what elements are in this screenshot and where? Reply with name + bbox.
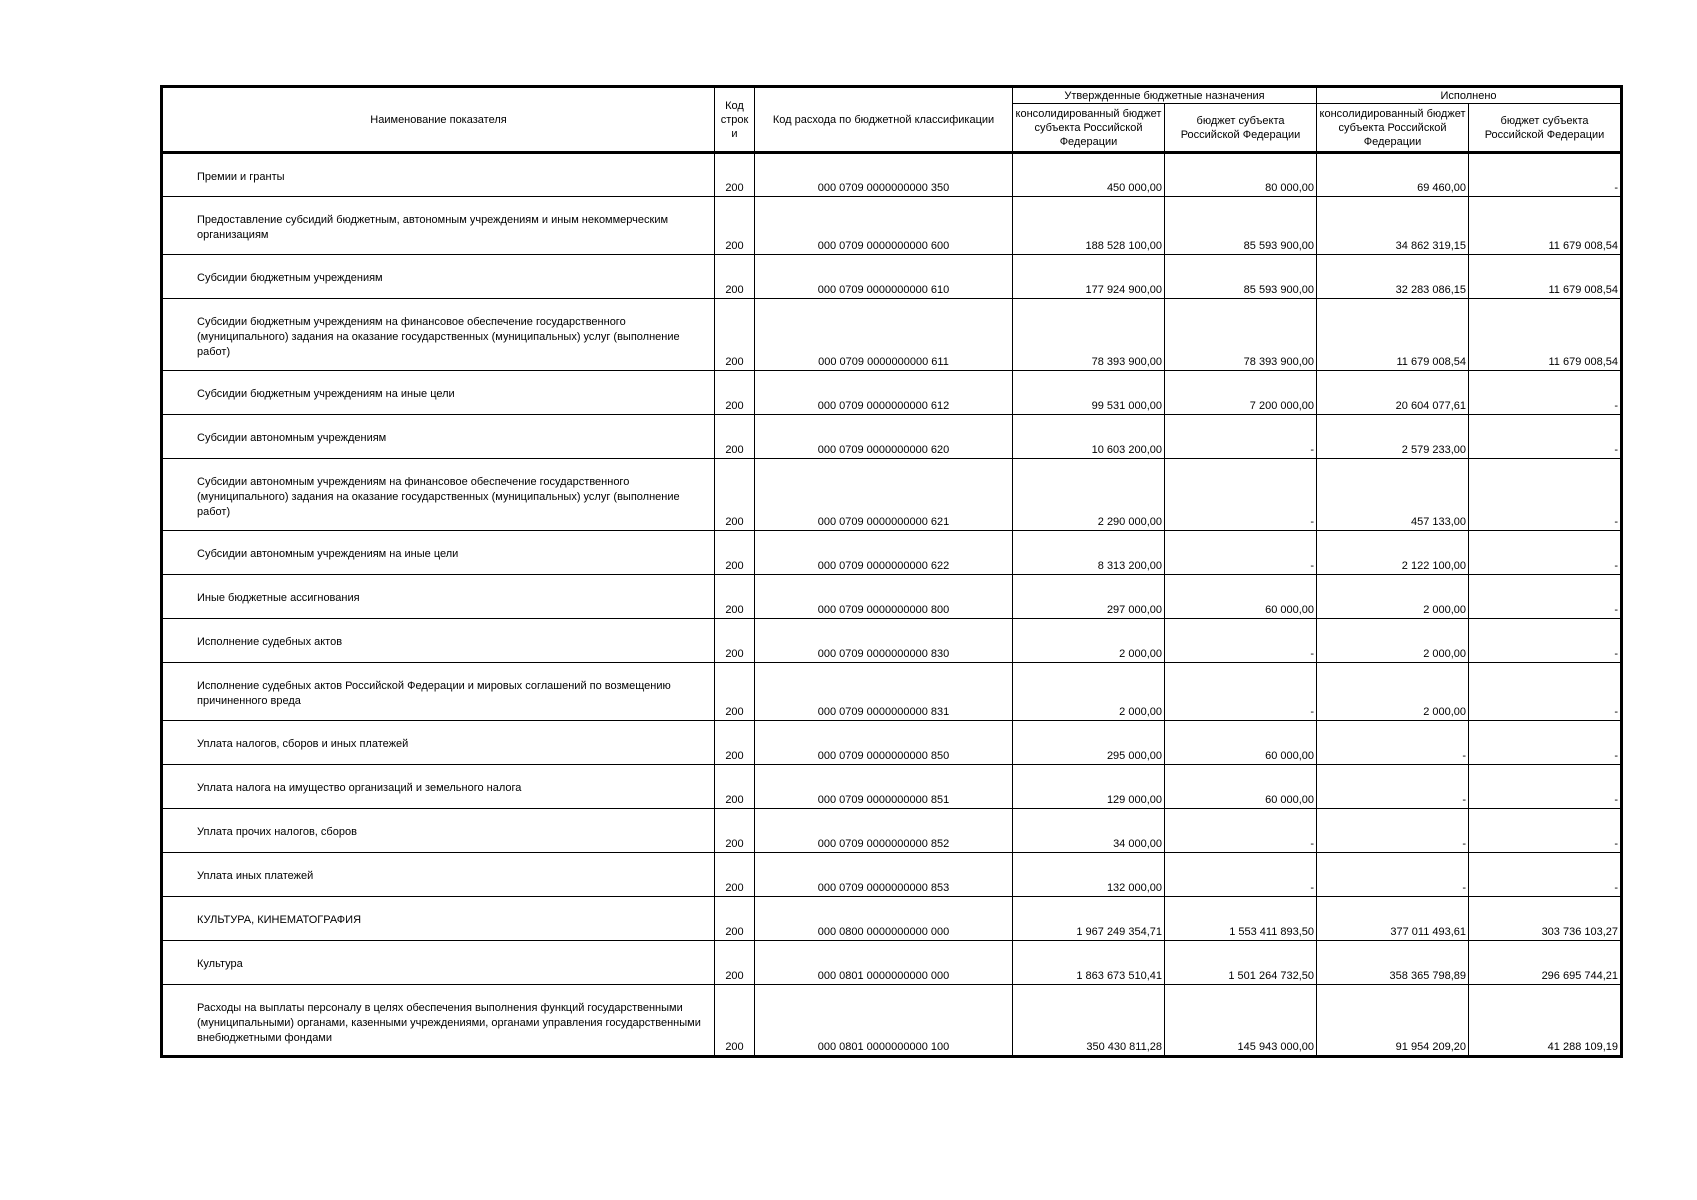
indicator-name: Субсидии автономным учреждениям на иные цели xyxy=(162,531,715,575)
approved-subject: 60 000,00 xyxy=(1165,721,1317,765)
indicator-name: Уплата иных платежей xyxy=(162,853,715,897)
line-code: 200 xyxy=(715,809,755,853)
executed-consolidated: 377 011 493,61 xyxy=(1317,897,1469,941)
line-code: 200 xyxy=(715,197,755,255)
table-row xyxy=(162,299,1622,371)
table-row xyxy=(162,415,1622,459)
budget-classification-code: 000 0709 0000000000 622 xyxy=(755,531,1013,575)
approved-subject: 1 553 411 893,50 xyxy=(1165,897,1317,941)
executed-consolidated: - xyxy=(1317,765,1469,809)
line-code: 200 xyxy=(715,153,755,197)
approved-consolidated: 1 863 673 510,41 xyxy=(1013,941,1165,985)
table-row xyxy=(162,531,1622,575)
approved-consolidated: 99 531 000,00 xyxy=(1013,371,1165,415)
executed-subject: 303 736 103,27 xyxy=(1469,897,1622,941)
table-header xyxy=(162,87,1622,153)
approved-subject: 78 393 900,00 xyxy=(1165,299,1317,371)
executed-subject: 41 288 109,19 xyxy=(1469,985,1622,1057)
table-row xyxy=(162,853,1622,897)
executed-consolidated: 20 604 077,61 xyxy=(1317,371,1469,415)
executed-consolidated: 11 679 008,54 xyxy=(1317,299,1469,371)
budget-classification-code: 000 0709 0000000000 831 xyxy=(755,663,1013,721)
budget-classification-code: 000 0709 0000000000 850 xyxy=(755,721,1013,765)
approved-consolidated: 1 967 249 354,71 xyxy=(1013,897,1165,941)
approved-consolidated: 2 290 000,00 xyxy=(1013,459,1165,531)
indicator-name: Субсидии бюджетным учреждениям xyxy=(162,255,715,299)
budget-classification-code: 000 0709 0000000000 350 xyxy=(755,153,1013,197)
budget-classification-code: 000 0709 0000000000 600 xyxy=(755,197,1013,255)
header-approved-consolidated: консолидированный бюджет субъекта Российской Федерации xyxy=(1013,104,1165,153)
approved-subject: - xyxy=(1165,619,1317,663)
line-code: 200 xyxy=(715,415,755,459)
table-row xyxy=(162,459,1622,531)
header-code: Код строк и xyxy=(715,87,755,153)
approved-subject: 85 593 900,00 xyxy=(1165,255,1317,299)
executed-consolidated: - xyxy=(1317,809,1469,853)
approved-subject: 85 593 900,00 xyxy=(1165,197,1317,255)
executed-subject: - xyxy=(1469,531,1622,575)
indicator-name: Уплата налога на имущество организаций и земельного налога xyxy=(162,765,715,809)
executed-subject: - xyxy=(1469,153,1622,197)
budget-classification-code: 000 0801 0000000000 000 xyxy=(755,941,1013,985)
approved-consolidated: 78 393 900,00 xyxy=(1013,299,1165,371)
approved-subject: 7 200 000,00 xyxy=(1165,371,1317,415)
executed-consolidated: 34 862 319,15 xyxy=(1317,197,1469,255)
budget-classification-code: 000 0709 0000000000 611 xyxy=(755,299,1013,371)
approved-subject: - xyxy=(1165,531,1317,575)
approved-consolidated: 34 000,00 xyxy=(1013,809,1165,853)
executed-consolidated: 2 000,00 xyxy=(1317,575,1469,619)
table-body xyxy=(162,153,1622,1057)
table-row xyxy=(162,897,1622,941)
approved-subject: - xyxy=(1165,663,1317,721)
approved-consolidated: 297 000,00 xyxy=(1013,575,1165,619)
approved-subject: - xyxy=(1165,459,1317,531)
executed-consolidated: 2 000,00 xyxy=(1317,663,1469,721)
approved-consolidated: 8 313 200,00 xyxy=(1013,531,1165,575)
line-code: 200 xyxy=(715,853,755,897)
line-code: 200 xyxy=(715,255,755,299)
approved-consolidated: 350 430 811,28 xyxy=(1013,985,1165,1057)
table-row xyxy=(162,809,1622,853)
indicator-name: Исполнение судебных актов xyxy=(162,619,715,663)
header-approved-subject: бюджет субъекта Российской Федерации xyxy=(1165,104,1317,153)
line-code: 200 xyxy=(715,619,755,663)
budget-classification-code: 000 0709 0000000000 851 xyxy=(755,765,1013,809)
executed-subject: - xyxy=(1469,415,1622,459)
executed-consolidated: 69 460,00 xyxy=(1317,153,1469,197)
executed-subject: - xyxy=(1469,619,1622,663)
indicator-name: Исполнение судебных актов Российской Федерации и мировых соглашений по возмещению причиненного вреда xyxy=(162,663,715,721)
approved-consolidated: 177 924 900,00 xyxy=(1013,255,1165,299)
approved-consolidated: 10 603 200,00 xyxy=(1013,415,1165,459)
approved-consolidated: 188 528 100,00 xyxy=(1013,197,1165,255)
executed-subject: 11 679 008,54 xyxy=(1469,255,1622,299)
executed-consolidated: 2 122 100,00 xyxy=(1317,531,1469,575)
line-code: 200 xyxy=(715,721,755,765)
header-executed-consolidated: консолидированный бюджет субъекта Российской Федерации xyxy=(1317,104,1469,153)
table-row xyxy=(162,153,1622,197)
approved-subject: 60 000,00 xyxy=(1165,765,1317,809)
budget-classification-code: 000 0709 0000000000 612 xyxy=(755,371,1013,415)
budget-classification-code: 000 0709 0000000000 852 xyxy=(755,809,1013,853)
executed-subject: 11 679 008,54 xyxy=(1469,197,1622,255)
table-row xyxy=(162,371,1622,415)
table-row xyxy=(162,985,1622,1057)
indicator-name: Иные бюджетные ассигнования xyxy=(162,575,715,619)
line-code: 200 xyxy=(715,299,755,371)
header-executed-group: Исполнено xyxy=(1317,87,1622,104)
line-code: 200 xyxy=(715,459,755,531)
header-approved-group: Утвержденные бюджетные назначения xyxy=(1013,87,1317,104)
table-row xyxy=(162,575,1622,619)
approved-consolidated: 2 000,00 xyxy=(1013,619,1165,663)
line-code: 200 xyxy=(715,371,755,415)
approved-consolidated: 2 000,00 xyxy=(1013,663,1165,721)
approved-subject: 60 000,00 xyxy=(1165,575,1317,619)
indicator-name: Расходы на выплаты персоналу в целях обеспечения выполнения функций государственными (муниципальными) органами, казенными учреждениями, органами управления государственными внебюджетными фондами xyxy=(162,985,715,1057)
line-code: 200 xyxy=(715,575,755,619)
approved-consolidated: 132 000,00 xyxy=(1013,853,1165,897)
indicator-name: Премии и гранты xyxy=(162,153,715,197)
table-row xyxy=(162,941,1622,985)
line-code: 200 xyxy=(715,663,755,721)
indicator-name: Предоставление субсидий бюджетным, автономным учреждениям и иным некоммерческим организациям xyxy=(162,197,715,255)
approved-consolidated: 295 000,00 xyxy=(1013,721,1165,765)
line-code: 200 xyxy=(715,985,755,1057)
budget-classification-code: 000 0709 0000000000 853 xyxy=(755,853,1013,897)
executed-consolidated: 2 000,00 xyxy=(1317,619,1469,663)
table-row xyxy=(162,197,1622,255)
executed-subject: 11 679 008,54 xyxy=(1469,299,1622,371)
executed-consolidated: 2 579 233,00 xyxy=(1317,415,1469,459)
table-row xyxy=(162,619,1622,663)
executed-subject: - xyxy=(1469,853,1622,897)
header-classification: Код расхода по бюджетной классификации xyxy=(755,87,1013,153)
line-code: 200 xyxy=(715,941,755,985)
table-row xyxy=(162,255,1622,299)
approved-subject: - xyxy=(1165,809,1317,853)
executed-consolidated: - xyxy=(1317,721,1469,765)
executed-subject: 296 695 744,21 xyxy=(1469,941,1622,985)
approved-subject: - xyxy=(1165,415,1317,459)
indicator-name: Субсидии автономным учреждениям xyxy=(162,415,715,459)
approved-subject: - xyxy=(1165,853,1317,897)
line-code: 200 xyxy=(715,531,755,575)
budget-classification-code: 000 0709 0000000000 830 xyxy=(755,619,1013,663)
table-row xyxy=(162,721,1622,765)
executed-consolidated: 457 133,00 xyxy=(1317,459,1469,531)
line-code: 200 xyxy=(715,897,755,941)
approved-subject: 80 000,00 xyxy=(1165,153,1317,197)
budget-classification-code: 000 0709 0000000000 610 xyxy=(755,255,1013,299)
executed-subject: - xyxy=(1469,575,1622,619)
budget-report-table xyxy=(160,85,1623,1058)
indicator-name: Субсидии автономным учреждениям на финансовое обеспечение государственного (муниципального) задания на оказание государственных (муниципальных) услуг (выполнение работ) xyxy=(162,459,715,531)
budget-classification-code: 000 0709 0000000000 620 xyxy=(755,415,1013,459)
budget-classification-code: 000 0800 0000000000 000 xyxy=(755,897,1013,941)
executed-subject: - xyxy=(1469,721,1622,765)
indicator-name: КУЛЬТУРА, КИНЕМАТОГРАФИЯ xyxy=(162,897,715,941)
approved-subject: 1 501 264 732,50 xyxy=(1165,941,1317,985)
executed-subject: - xyxy=(1469,663,1622,721)
indicator-name: Культура xyxy=(162,941,715,985)
executed-subject: - xyxy=(1469,765,1622,809)
header-executed-subject: бюджет субъекта Российской Федерации xyxy=(1469,104,1622,153)
executed-consolidated: 91 954 209,20 xyxy=(1317,985,1469,1057)
approved-subject: 145 943 000,00 xyxy=(1165,985,1317,1057)
indicator-name: Субсидии бюджетным учреждениям на иные цели xyxy=(162,371,715,415)
indicator-name: Уплата прочих налогов, сборов xyxy=(162,809,715,853)
line-code: 200 xyxy=(715,765,755,809)
header-name: Наименование показателя xyxy=(162,87,715,153)
approved-consolidated: 450 000,00 xyxy=(1013,153,1165,197)
budget-classification-code: 000 0801 0000000000 100 xyxy=(755,985,1013,1057)
executed-subject: - xyxy=(1469,809,1622,853)
approved-consolidated: 129 000,00 xyxy=(1013,765,1165,809)
budget-classification-code: 000 0709 0000000000 800 xyxy=(755,575,1013,619)
table-row xyxy=(162,663,1622,721)
executed-subject: - xyxy=(1469,371,1622,415)
executed-consolidated: - xyxy=(1317,853,1469,897)
executed-consolidated: 32 283 086,15 xyxy=(1317,255,1469,299)
budget-classification-code: 000 0709 0000000000 621 xyxy=(755,459,1013,531)
indicator-name: Уплата налогов, сборов и иных платежей xyxy=(162,721,715,765)
table-row xyxy=(162,765,1622,809)
executed-consolidated: 358 365 798,89 xyxy=(1317,941,1469,985)
executed-subject: - xyxy=(1469,459,1622,531)
indicator-name: Субсидии бюджетным учреждениям на финансовое обеспечение государственного (муниципального) задания на оказание государственных (муниципальных) услуг (выполнение работ) xyxy=(162,299,715,371)
